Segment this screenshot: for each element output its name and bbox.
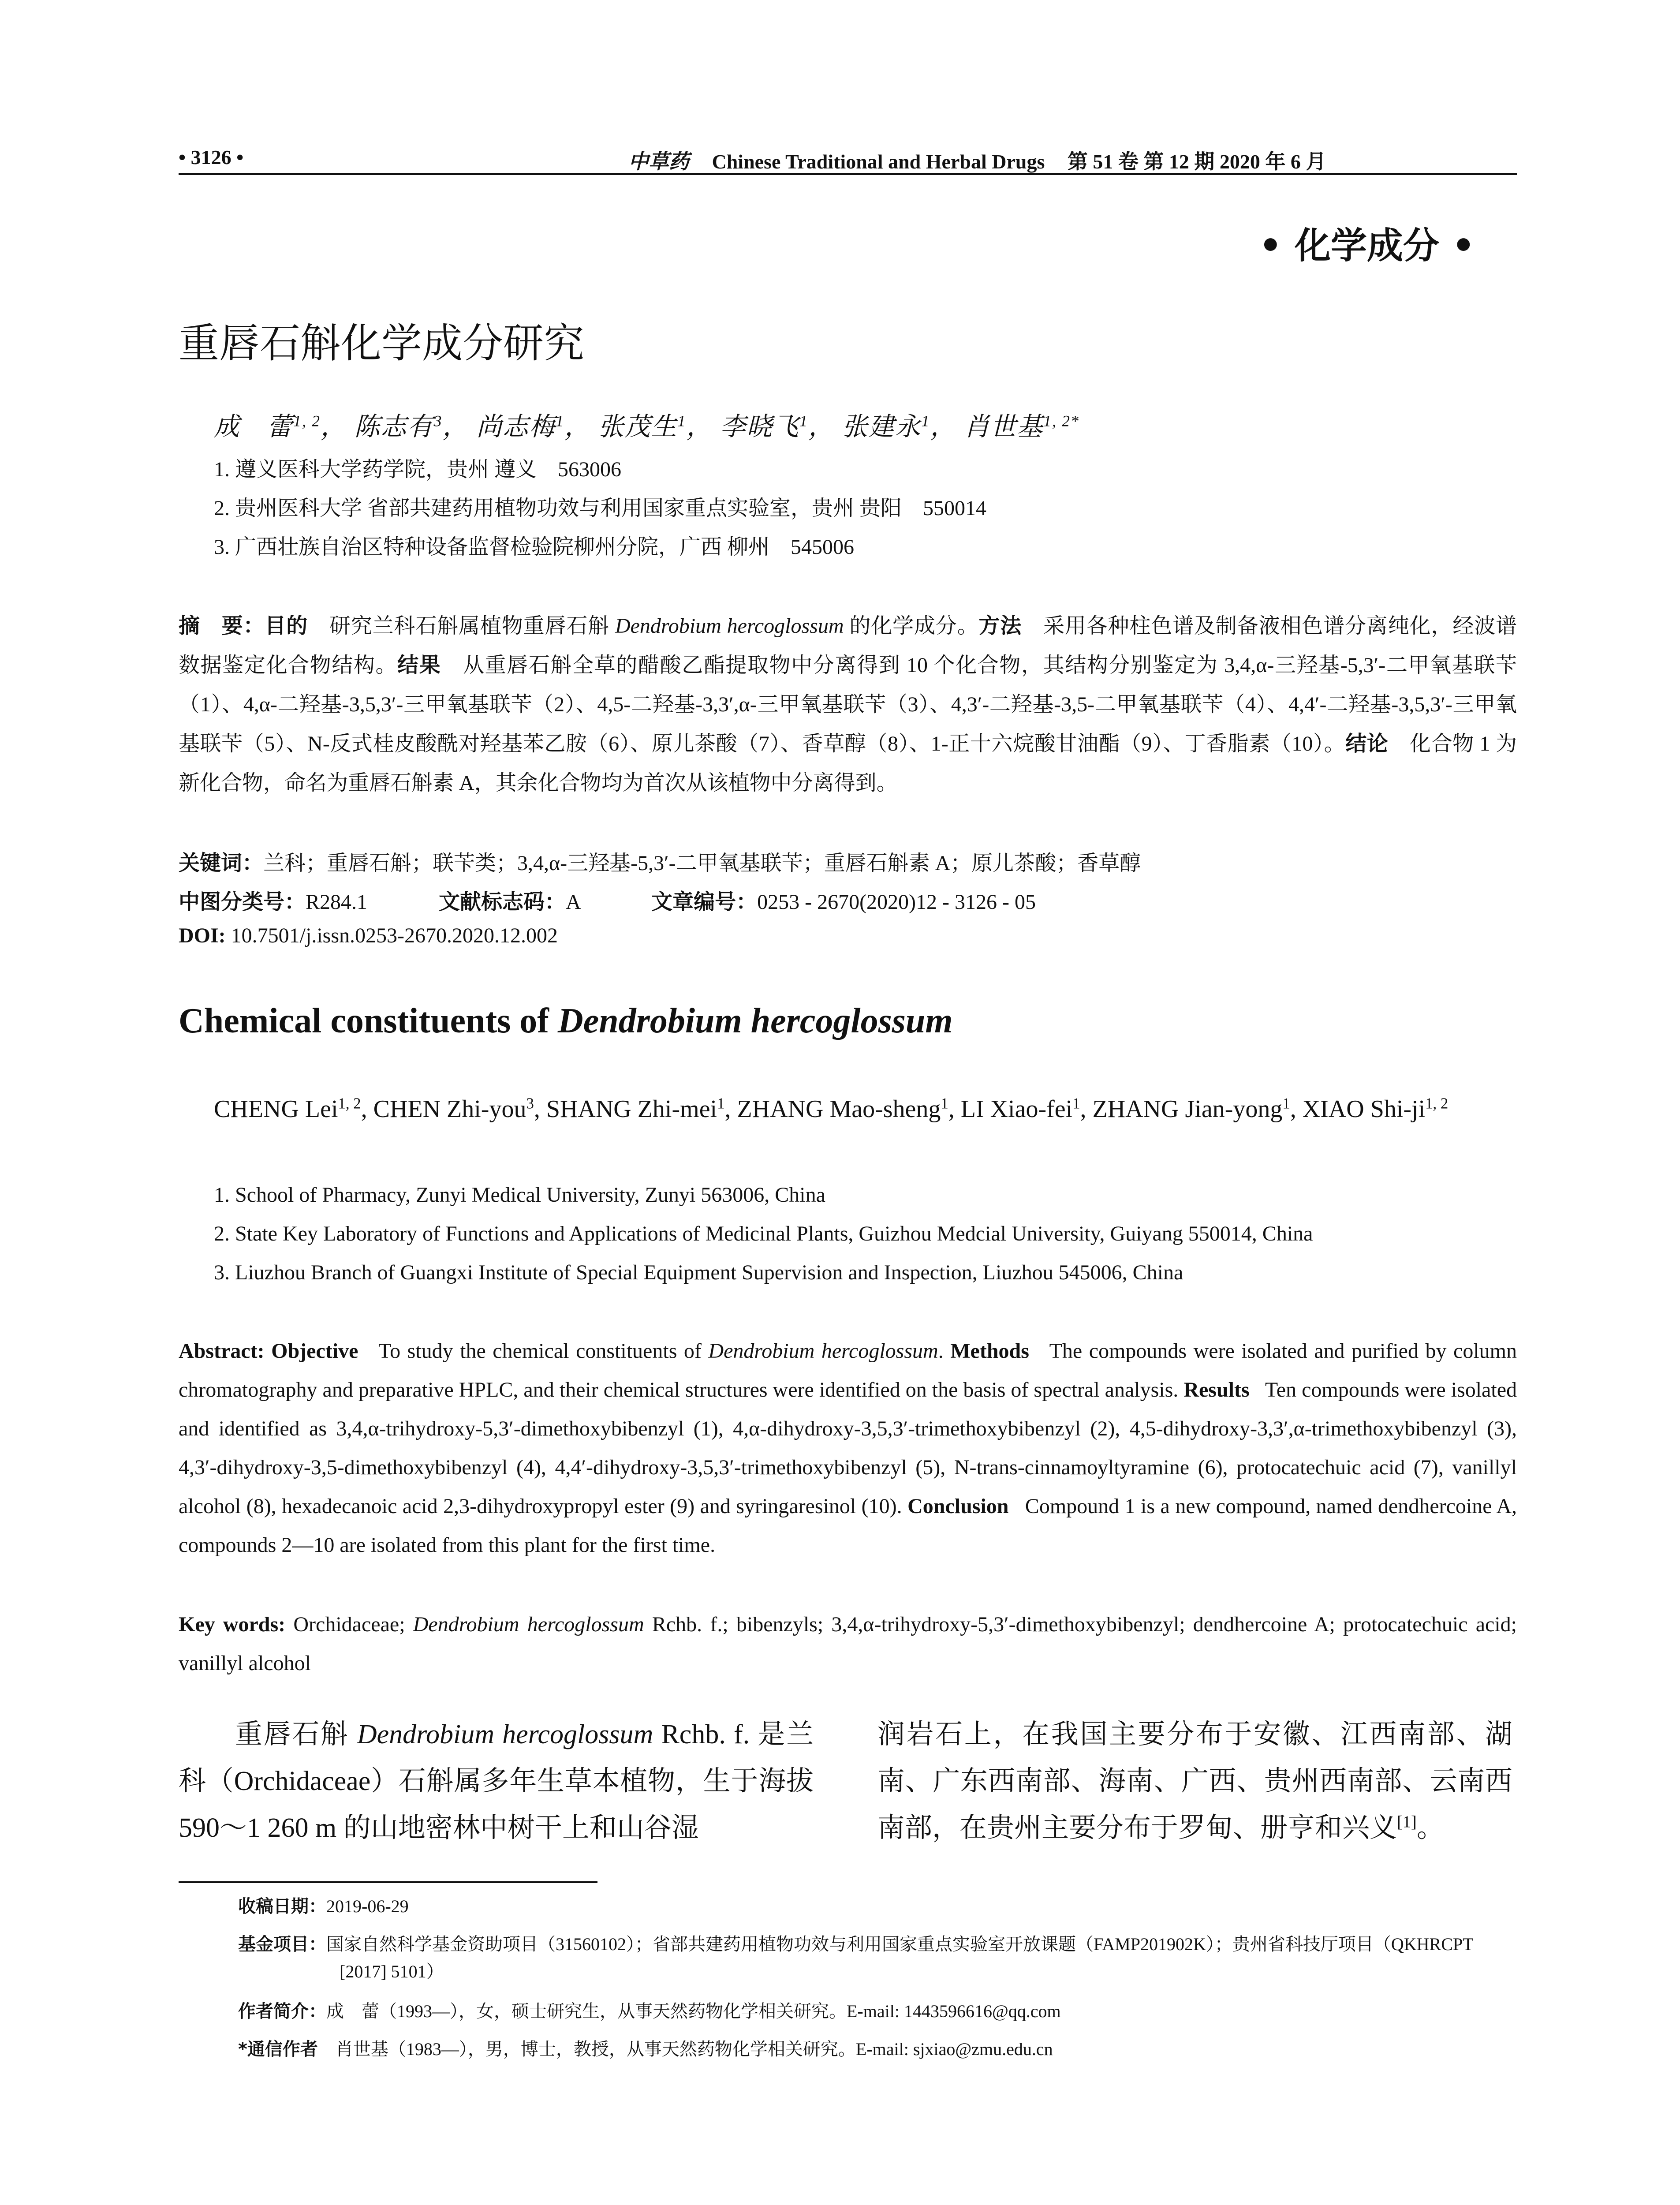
author-en: CHENG Lei$^{1, 2}$	[214, 1095, 361, 1123]
author-en: SHANG Zhi-mei$^1$	[546, 1095, 725, 1123]
abstract-cn: 摘 要：目的 研究兰科石斛属植物重唇石斛 Dendrobium hercoglossum 的化学成分。方法 采用各种柱色谱及制备液相色谱分离纯化，经波谱数据鉴定化合物结构。结果 从重唇石斛全草的醋酸乙酯提取物中分离得到 10 个化合物，其结构分别鉴定为 3,4,α-三羟基-5,3′-二甲氧基联苄（1）、4,α-二羟基-3,5,3′-三甲氧基联苄（2）、4,5-二羟基-3,3′,α-三甲氧基联苄（3）、4,3′-二羟基-3,5-二甲氧基联苄（4）、4,4′-二羟基-3,5,3′-三甲氧基联苄（5）、N-反式桂皮酸酰对羟基苯乙胺（6）、原儿茶酸（7）、香草醇（8）、1-正十六烷酸甘油酯（9）、丁香脂素（10）。结论 化合物 1 为新化合物，命名为重唇石斛素 A，其余化合物均为首次从该植物中分离得到。	[179, 613, 1517, 795]
keywords-cn: 关键词：兰科；重唇石斛；联苄类；3,4,α-三羟基-5,3′-二甲氧基联苄；重唇石斛素 A；原儿茶酸；香草醇	[179, 851, 1141, 875]
footnote-author: 作者简介：成 蕾（1993—），女，硕士研究生，从事天然药物化学相关研究。E-mail: 1443596616@qq.com	[238, 2001, 1061, 2022]
affiliation-en: 1. School of Pharmacy, Zunyi Medical University, Zunyi 563006, China	[214, 1183, 825, 1207]
classification-line: 中图分类号：R284.1 文献标志码：A 文章编号：0253 - 2670(2020)12 - 3126 - 05	[179, 889, 1036, 914]
author-cn: 张茂生$^1$	[598, 412, 687, 441]
author-cn: 尚志梅$^1$	[476, 412, 564, 441]
author-cn: 成 蕾$^{1, 2}$	[214, 412, 321, 441]
authors-cn: 成 蕾$^{1, 2}$， 陈志有$^3$， 尚志梅$^1$， 张茂生$^1$， 李晓飞$^1$， 张建永$^1$， 肖世基$^{1, 2*}$	[214, 412, 1079, 441]
section-tag: • 化学成分 •	[1259, 225, 1475, 267]
abstract-en: Abstract: Objective To study the chemical constituents of Dendrobium hercoglossum. Methods The compounds were isolated and purified by column chromatography and preparative HPLC, and their chemical structures were identified on the basis of spectral analysis. Results Ten compounds were isolated and identified as 3,4,α-trihydroxy-5,3′-dimethoxybibenzyl (1), 4,α-dihydroxy-3,5,3′-trimethoxybibenzyl (2), 4,5-dihydroxy-3,3′,α-trimethoxybibenzyl (3), 4,3′-dihydroxy-3,5-dimethoxybibenzyl (4), 4,4′-dihydroxy-3,5,3′-trimethoxybibenzyl (5), N-trans-cinnamoyltyramine (6), protocatechuic acid (7), vanillyl alcohol (8), hexadecanoic acid 2,3-dihydroxypropyl ester (9) and syringaresinol (10). Conclusion Compound 1 is a new compound, named dendhercoine A, compounds 2—10 are isolated from this plant for the first time.	[179, 1339, 1517, 1557]
author-en: ZHANG Jian-yong$^1$	[1092, 1095, 1290, 1123]
title-cn: 重唇石斛化学成分研究	[179, 320, 585, 367]
author-en: XIAO Shi-ji$^{1, 2}$	[1302, 1095, 1449, 1123]
author-cn: 陈志有$^3$	[354, 412, 443, 441]
doi: DOI: 10.7501/j.issn.0253-2670.2020.12.002	[179, 924, 558, 947]
author-cn: 张建永$^1$	[842, 412, 930, 441]
footnote-funding: 基金项目：国家自然科学基金资助项目（31560102）；省部共建药用植物功效与利用国家重点实验室开放课题（FAMP201902K）；贵州省科技厅项目（QKHRCPT [2017] 5101）	[238, 1934, 1473, 1981]
author-cn: 肖世基$^{1, 2*}$	[964, 412, 1079, 441]
authors-en: CHENG Lei$^{1, 2}$, CHEN Zhi-you$^3$, SHANG Zhi-mei$^1$, ZHANG Mao-sheng$^1$, LI Xiao-fei$^1$, ZHANG Jian-yong$^1$, XIAO Shi-ji$^{1, 2}$	[214, 1095, 1449, 1123]
footnote-divider	[179, 1881, 597, 1883]
body-column-left: 重唇石斛 Dendrobium hercoglossum Rchb. f. 是兰科（Orchidaceae）石斛属多年生草本植物，生于海拔 590～1 260 m 的山地密林中树干上和山谷湿	[179, 1719, 814, 1843]
affiliation-en: 2. State Key Laboratory of Functions and Applications of Medicinal Plants, Guizhou Medcial University, Guiyang 550014, China	[214, 1222, 1313, 1245]
page-number: • 3126 •	[179, 146, 244, 168]
citation-ref[interactable]: [1]	[1397, 1813, 1417, 1831]
footnote-corresponding: *通信作者 肖世基（1983—），男，博士，教授，从事天然药物化学相关研究。E-mail: sjxiao@zmu.edu.cn	[238, 2039, 1053, 2059]
title-en: Chemical constituents of Dendrobium hercoglossum	[179, 1002, 953, 1040]
affiliation-cn: 2. 贵州医科大学 省部共建药用植物功效与利用国家重点实验室，贵州 贵阳 550014	[214, 497, 987, 520]
affiliation-cn: 3. 广西壮族自治区特种设备监督检验院柳州分院，广西 柳州 545006	[214, 535, 855, 559]
author-cn: 李晓飞$^1$	[720, 412, 809, 441]
journal-title-en: Chinese Traditional and Herbal Drugs	[712, 150, 1045, 173]
journal-title	[628, 146, 1326, 175]
running-header	[179, 142, 1517, 175]
affiliation-en: 3. Liuzhou Branch of Guangxi Institute of Special Equipment Supervision and Inspection, Liuzhou 545006, China	[214, 1261, 1183, 1284]
journal-title-cn: 中草药	[628, 150, 689, 173]
footnote-received: 收稿日期：2019-06-29	[238, 1896, 409, 1917]
keywords-en: Key words: Orchidaceae; Dendrobium hercoglossum Rchb. f.; bibenzyls; 3,4,α-trihydroxy-5,3′-dimethoxybibenzyl; dendhercoine A; protocatechuic acid; vanillyl alcohol	[179, 1613, 1517, 1675]
volume-issue: 第 51 卷 第 12 期 2020 年 6 月	[1067, 150, 1326, 173]
author-en: CHEN Zhi-you$^3$	[373, 1095, 534, 1123]
author-en: LI Xiao-fei$^1$	[960, 1095, 1080, 1123]
author-en: ZHANG Mao-sheng$^1$	[737, 1095, 948, 1123]
body-column-right: 润岩石上，在我国主要分布于安徽、江西南部、湖南、广东西南部、海南、广西、贵州西南部、云南西南部，在贵州主要分布于罗甸、册亨和兴义[1]。	[877, 1719, 1512, 1843]
affiliation-cn: 1. 遵义医科大学药学院，贵州 遵义 563006	[214, 458, 622, 481]
